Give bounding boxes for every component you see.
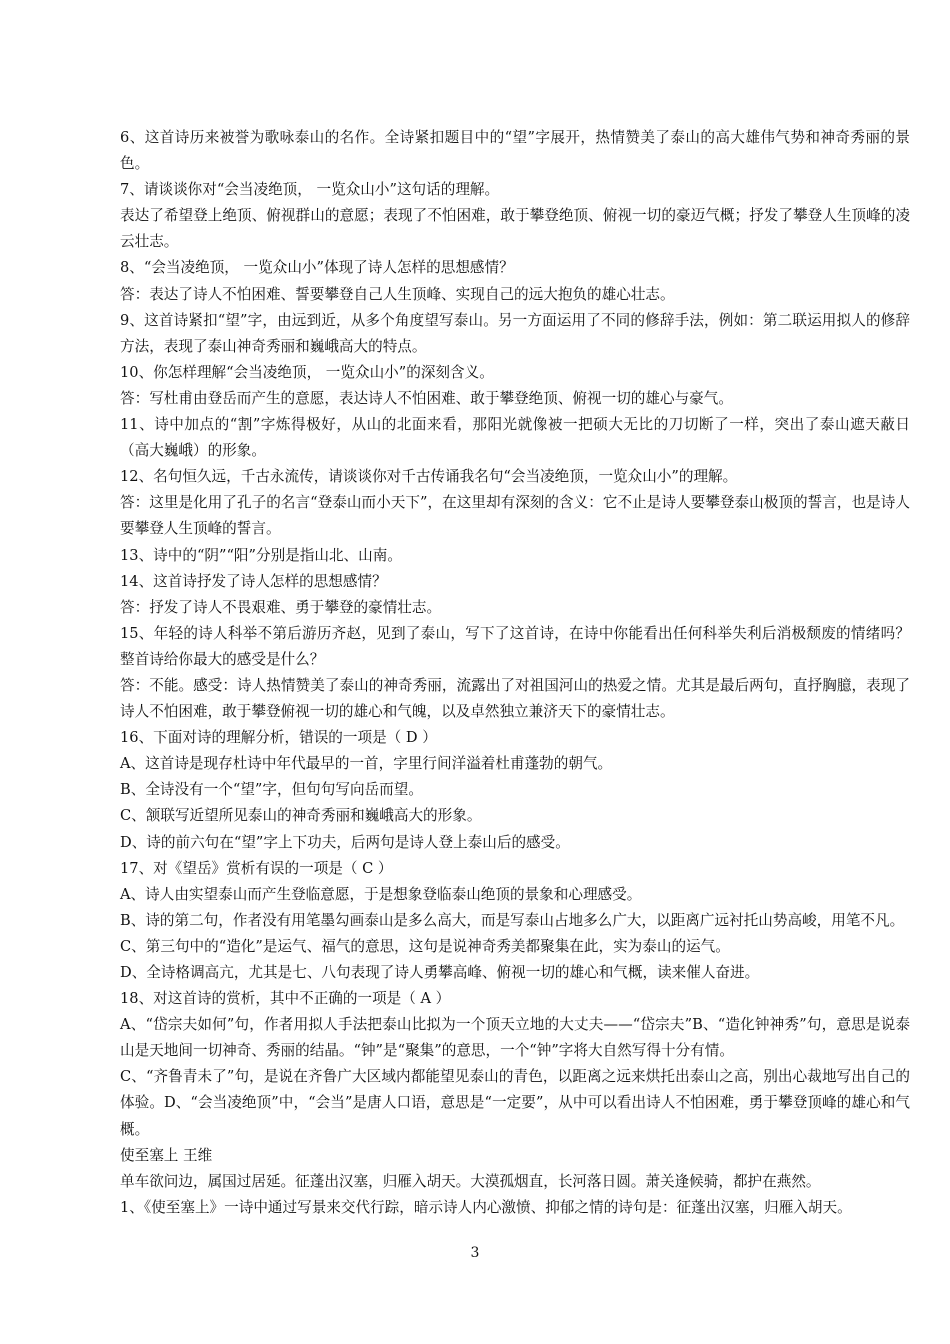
paragraph-q7: 7、请谈谈你对“会当凌绝顶， 一览众山小”这句话的理解。 (120, 181, 500, 199)
paragraph-q14: 14、这首诗抒发了诗人怎样的思想感情？ (120, 572, 387, 590)
paragraph-q14-answer: 答：抒发了诗人不畏艰难、勇于攀登的豪情壮志。 (120, 598, 442, 616)
option-q17-d: D、全诗格调高亢，尤其是七、八句表现了诗人勇攀高峰、俯视一切的雄心和气概，读来催人奋进。 (120, 964, 760, 981)
option-q16-d: D、诗的前六句在“望”字上下功夫，后两句是诗人登上泰山后的感受。 (120, 833, 570, 851)
paragraph-q18: 18、对这首诗的赏析，其中不正确的一项是（ A ） (120, 990, 451, 1008)
option-q16-c: C、颔联写近望所见泰山的神奇秀丽和巍峨高大的形象。 (120, 807, 482, 825)
option-q16-a: A、这首诗是现存杜诗中年代最早的一首，字里行间洋溢着杜甫蓬勃的朝气。 (120, 755, 613, 773)
paragraph-q8: 8、“会当凌绝顶， 一览众山小”体现了诗人怎样的思想感情？ (120, 259, 514, 277)
option-q17-b: B、诗的第二句，作者没有用笔墨勾画泰山是多么高大，而是写泰山占地多么广大，以距离广远衬托山势高峻，用笔不凡。 (120, 911, 905, 929)
paragraph-q8-answer: 答：表达了诗人不怕困难、誓要攀登自己人生顶峰、实现自己的远大抱负的雄心壮志。 (120, 285, 675, 303)
paragraph-q10-answer: 答：写杜甫由登岳而产生的意愿，表达诗人不怕困难、敢于攀登绝顶、俯视一切的雄心与豪气。 (120, 389, 733, 407)
page-number: 3 (470, 1245, 480, 1261)
paragraph-q15-answer: 答：不能。感受：诗人热情赞美了泰山的神奇秀丽，流露出了对祖国河山的热爱之情。尤其是最后两句，直抒胸臆，表现了诗人不怕困难，敢于攀登俯视一切的雄心和气魄，以及卓然独立兼济天下的豪情壮志。 (120, 676, 910, 721)
paragraph-q11: 11、诗中加点的“割”字炼得极好，从山的北面来看，那阳光就像被一把硕大无比的刀切断了一样，突出了泰山遮天蔽日（高大巍峨）的形象。 (120, 416, 910, 460)
paragraph-q9: 9、这首诗紧扣“望”字，由远到近，从多个角度望写泰山。另一方面运用了不同的修辞手法，例如：第二联运用拟人的修辞方法，表现了泰山神奇秀丽和巍峨高大的特点。 (120, 311, 910, 355)
paragraph-q17: 17、对《望岳》赏析有误的一项是（ C ） (120, 859, 393, 877)
paragraph-q6: 6、这首诗历来被誉为歌咏泰山的名作。全诗紧扣题目中的“望”字展开，热情赞美了泰山的高大雄伟气势和神奇秀丽的景色。 (120, 129, 910, 173)
paragraph-q16: 16、下面对诗的理解分析，错误的一项是（ D ） (120, 729, 437, 747)
paragraph-q12-answer: 答：这里是化用了孔子的名言“登泰山而小天下”，在这里却有深刻的含义：它不止是诗人要攀登泰山极顶的誓言，也是诗人要攀登人生顶峰的誓言。 (120, 494, 910, 538)
option-q16-b: B、全诗没有一个“望”字，但句句写向岳而望。 (120, 781, 423, 799)
page-body (120, 125, 910, 1221)
option-q18-c-d: C、“齐鲁青未了”句，是说在齐鲁广大区域内都能望见泰山的青色，以距离之远来烘托出泰山之高，别出心裁地写出自己的体验。D、“会当凌绝顶”中，“会当”是唐人口语，意思是“一定要”，从中可以看出诗人不怕困难，勇于攀登顶峰的雄心和气概。 (120, 1068, 910, 1138)
paragraph-q13: 13、诗中的“阴”“阳”分别是指山北、山南。 (120, 546, 402, 564)
poem-title: 使至塞上 王维 (120, 1146, 213, 1164)
paragraph-q15: 15、年轻的诗人科举不第后游历齐赵，见到了泰山，写下了这首诗，在诗中你能看出任何科举失利后消极颓废的情绪吗？整首诗给你最大的感受是什么？ (120, 624, 910, 668)
poem-text: 单车欲问边，属国过居延。征蓬出汉塞，归雁入胡天。大漠孤烟直，长河落日圆。萧关逢候骑，都护在燕然。 (120, 1172, 821, 1190)
option-q17-c: C、第三句中的“造化”是运气、福气的意思，这句是说神奇秀美都聚集在此，实为泰山的运气。 (120, 937, 730, 955)
paragraph-q7-answer: 表达了希望登上绝顶、俯视群山的意愿；表现了不怕困难，敢于攀登绝顶、俯视一切的豪迈气概；抒发了攀登人生顶峰的凌云壮志。 (120, 207, 910, 251)
paragraph-poem-q1: 1、《使至塞上》一诗中通过写景来交代行踪，暗示诗人内心激愤、抑郁之情的诗句是：征蓬出汉塞，归雁入胡天。 (120, 1198, 852, 1216)
paragraph-q10: 10、你怎样理解“会当凌绝顶， 一览众山小”的深刻含义。 (120, 363, 494, 381)
option-q18-a-b: A、“岱宗夫如何”句，作者用拟人手法把泰山比拟为一个顶天立地的大丈夫——“岱宗夫”B、“造化钟神秀”句，意思是说泰山是天地间一切神奇、秀丽的结晶。“钟”是“聚集”的意思，一个“钟”字将大自然写得十分有情。 (120, 1016, 910, 1060)
option-q17-a: A、诗人由实望泰山而产生登临意愿，于是想象登临泰山绝顶的景象和心理感受。 (120, 885, 642, 903)
paragraph-q12: 12、名句恒久远，千古永流传，请谈谈你对千古传诵我名句“会当凌绝顶，一览众山小”的理解。 (120, 468, 738, 486)
